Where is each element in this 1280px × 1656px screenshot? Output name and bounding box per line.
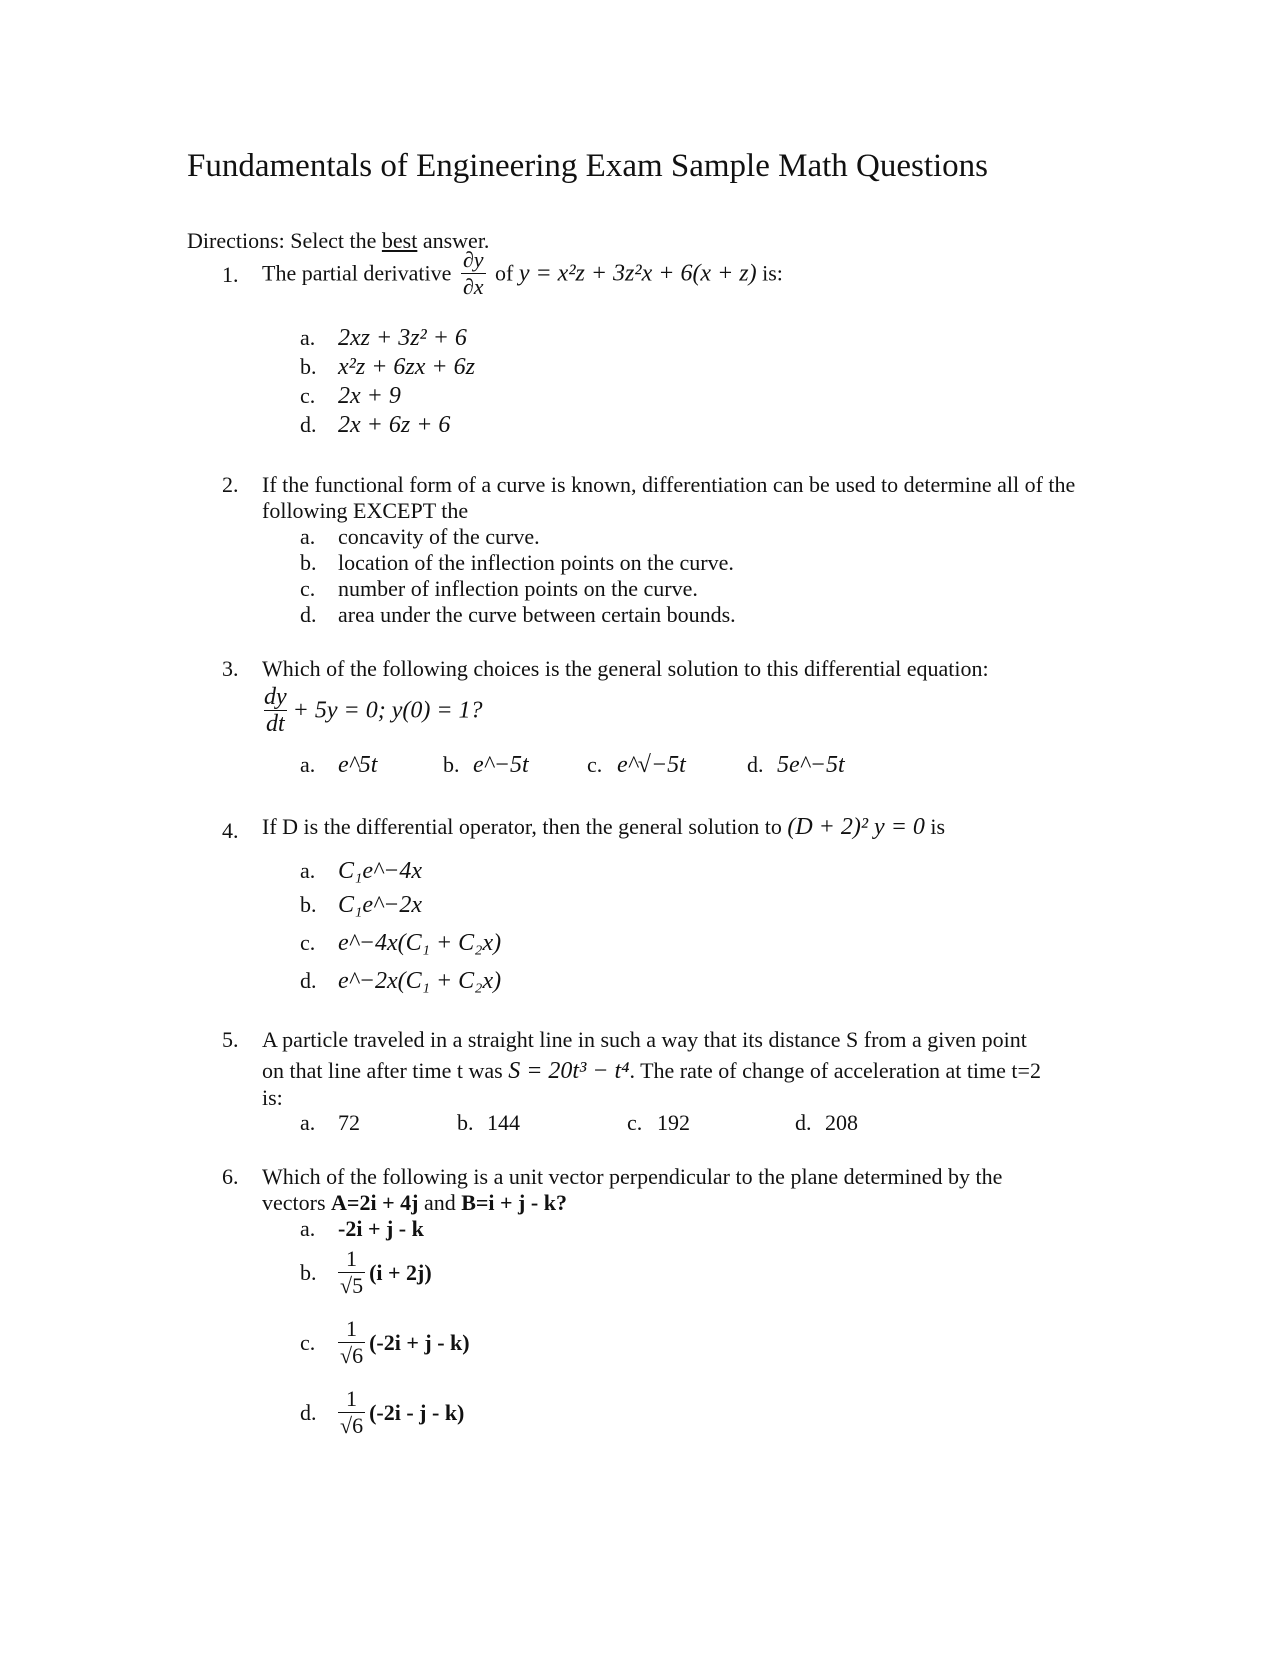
question-number: 2.	[222, 472, 239, 497]
q1-derivative-den: ∂x	[462, 274, 484, 299]
option-text: (i + 2j)	[369, 1259, 432, 1285]
option-letter: b.	[300, 550, 317, 575]
option-letter: d.	[747, 752, 764, 777]
directions-prefix: Directions: Select the	[187, 228, 382, 253]
option-text: number of inflection points on the curve.	[338, 576, 698, 601]
option-b	[443, 752, 529, 778]
directions-suffix: answer.	[417, 228, 490, 253]
question-text-line1: Which of the following is a unit vector perpendicular to the plane determined by the	[262, 1164, 1003, 1189]
question-number: 3.	[222, 656, 239, 681]
question-number: 4.	[222, 818, 239, 843]
option-letter: a.	[300, 1216, 316, 1241]
option-d	[300, 968, 501, 994]
option-letter: d.	[300, 412, 317, 437]
option-c	[587, 752, 686, 778]
question-text-line2	[262, 1190, 1092, 1216]
question-text: If the functional form of a curve is known, differentiation can be used to determine all of the following EXCEPT the	[262, 472, 1076, 523]
option-letter: a.	[300, 752, 316, 777]
option-c	[300, 576, 698, 602]
q3-frac-den: dt	[265, 711, 285, 737]
option-text: 2x + 6z + 6	[338, 412, 451, 438]
option-b	[300, 892, 422, 918]
q1-derivative	[461, 247, 486, 300]
q1-equation: y = x²z + 3z²x + 6(x + z)	[518, 260, 757, 287]
option-text: C₁e^−4x	[338, 858, 422, 884]
fraction-num: 1	[346, 1316, 358, 1341]
page-title: Fundamentals of Engineering Exam Sample Math Questions	[187, 148, 989, 184]
question-text	[262, 247, 1092, 300]
option-text: location of the inflection points on the curve.	[338, 550, 734, 575]
option-b	[300, 354, 475, 380]
q4-text: If D is the differential operator, then the general solution to	[262, 814, 782, 839]
option-text: 208	[825, 1110, 858, 1135]
option-letter: a.	[300, 1110, 316, 1135]
option-letter: c.	[587, 752, 603, 777]
option-text: e^−2x(C₁ + C₂x)	[338, 968, 502, 994]
question-number: 1.	[222, 262, 239, 287]
option-c	[300, 383, 401, 409]
option-b	[457, 1110, 520, 1136]
option-text: 2x + 9	[338, 383, 401, 409]
q1-derivative-num: ∂y	[462, 247, 484, 272]
option-text: e^−4x(C₁ + C₂x)	[338, 930, 502, 956]
option-letter: a.	[300, 325, 316, 350]
option-fraction	[338, 1246, 365, 1299]
option-letter: a.	[300, 858, 316, 883]
option-letter: c.	[300, 930, 316, 955]
option-c	[300, 1316, 470, 1369]
option-a	[300, 858, 422, 884]
option-text: e^5t	[338, 752, 378, 778]
option-a	[300, 524, 540, 550]
option-fraction	[338, 1316, 365, 1369]
question-text-line3: is:	[262, 1085, 283, 1110]
option-letter: c.	[300, 1329, 316, 1355]
option-b	[300, 550, 734, 576]
fraction-den: √6	[340, 1343, 364, 1368]
option-text: C₁e^−2x	[338, 892, 422, 918]
q6-vector-a: A=2i + 4j	[331, 1190, 419, 1215]
option-text: 192	[657, 1110, 690, 1135]
q5-text-after: . The rate of change of acceleration at time t=2	[629, 1058, 1041, 1083]
option-d	[747, 752, 845, 778]
fraction-num: 1	[346, 1246, 358, 1271]
option-d	[300, 1386, 464, 1439]
option-text: 5e^−5t	[777, 752, 845, 778]
option-d	[795, 1110, 858, 1136]
question-number: 5.	[222, 1027, 239, 1052]
option-fraction	[338, 1386, 365, 1439]
option-text: (-2i - j - k)	[369, 1399, 465, 1425]
option-text: 2xz + 3z² + 6	[338, 325, 467, 351]
option-letter: b.	[300, 892, 317, 917]
q5-text-before: on that line after time t was	[262, 1058, 503, 1083]
q6-vectors-label: vectors	[262, 1190, 326, 1215]
option-letter: b.	[443, 752, 460, 777]
fraction-num: 1	[346, 1386, 358, 1411]
option-text: e^√−5t	[617, 752, 686, 778]
option-a	[300, 752, 377, 778]
question-text	[262, 814, 1092, 840]
question-text: Which of the following choices is the general solution to this differential equation:	[262, 656, 989, 681]
option-b	[300, 1246, 432, 1299]
option-letter: d.	[300, 1399, 317, 1425]
q1-text-before: The partial derivative	[262, 260, 452, 286]
option-text: x²z + 6zx + 6z	[338, 354, 475, 380]
option-c	[627, 1110, 690, 1136]
option-text: concavity of the curve.	[338, 524, 540, 549]
option-letter: d.	[300, 968, 317, 993]
option-text: area under the curve between certain bounds.	[338, 602, 736, 627]
option-letter: a.	[300, 524, 316, 549]
option-text: (-2i + j - k)	[369, 1329, 470, 1355]
question-text-line2	[262, 1058, 1092, 1084]
fraction-den: √6	[340, 1413, 364, 1438]
q3-frac-num: dy	[264, 684, 287, 710]
option-letter: c.	[300, 576, 316, 601]
option-c	[300, 930, 501, 956]
option-d	[300, 412, 450, 438]
q6-and: and	[423, 1190, 456, 1215]
option-letter: c.	[300, 383, 316, 408]
option-text: 72	[338, 1110, 360, 1135]
option-letter: d.	[300, 602, 317, 627]
q5-equation: S = 20t³ − t⁴	[508, 1058, 630, 1084]
fraction-den: √5	[340, 1273, 364, 1298]
q3-equation	[262, 684, 483, 737]
option-letter: b.	[300, 1259, 317, 1285]
q6-vector-b: B=i + j - k?	[461, 1190, 567, 1215]
q1-text-after: is:	[762, 260, 783, 286]
option-d	[300, 602, 736, 628]
q1-text-of: of	[495, 260, 514, 286]
directions-emphasis: best	[381, 228, 418, 253]
question-number: 6.	[222, 1164, 239, 1189]
option-a	[300, 325, 467, 351]
q4-equation: (D + 2)² y = 0	[787, 814, 925, 840]
q4-text-after: is	[930, 814, 946, 839]
option-a	[300, 1110, 360, 1136]
option-letter: b.	[300, 354, 317, 379]
option-text: 144	[487, 1110, 520, 1135]
question-text-line1: A particle traveled in a straight line in such a way that its distance S from a given point	[262, 1027, 1027, 1052]
option-letter: b.	[457, 1110, 474, 1135]
q3-fraction	[262, 684, 289, 737]
option-text: e^−5t	[473, 752, 529, 778]
option-letter: c.	[627, 1110, 643, 1135]
q3-equation-rest: + 5y = 0; y(0) = 1?	[292, 697, 483, 724]
option-a	[300, 1216, 424, 1242]
option-letter: d.	[795, 1110, 812, 1135]
option-text: -2i + j - k	[338, 1216, 424, 1241]
